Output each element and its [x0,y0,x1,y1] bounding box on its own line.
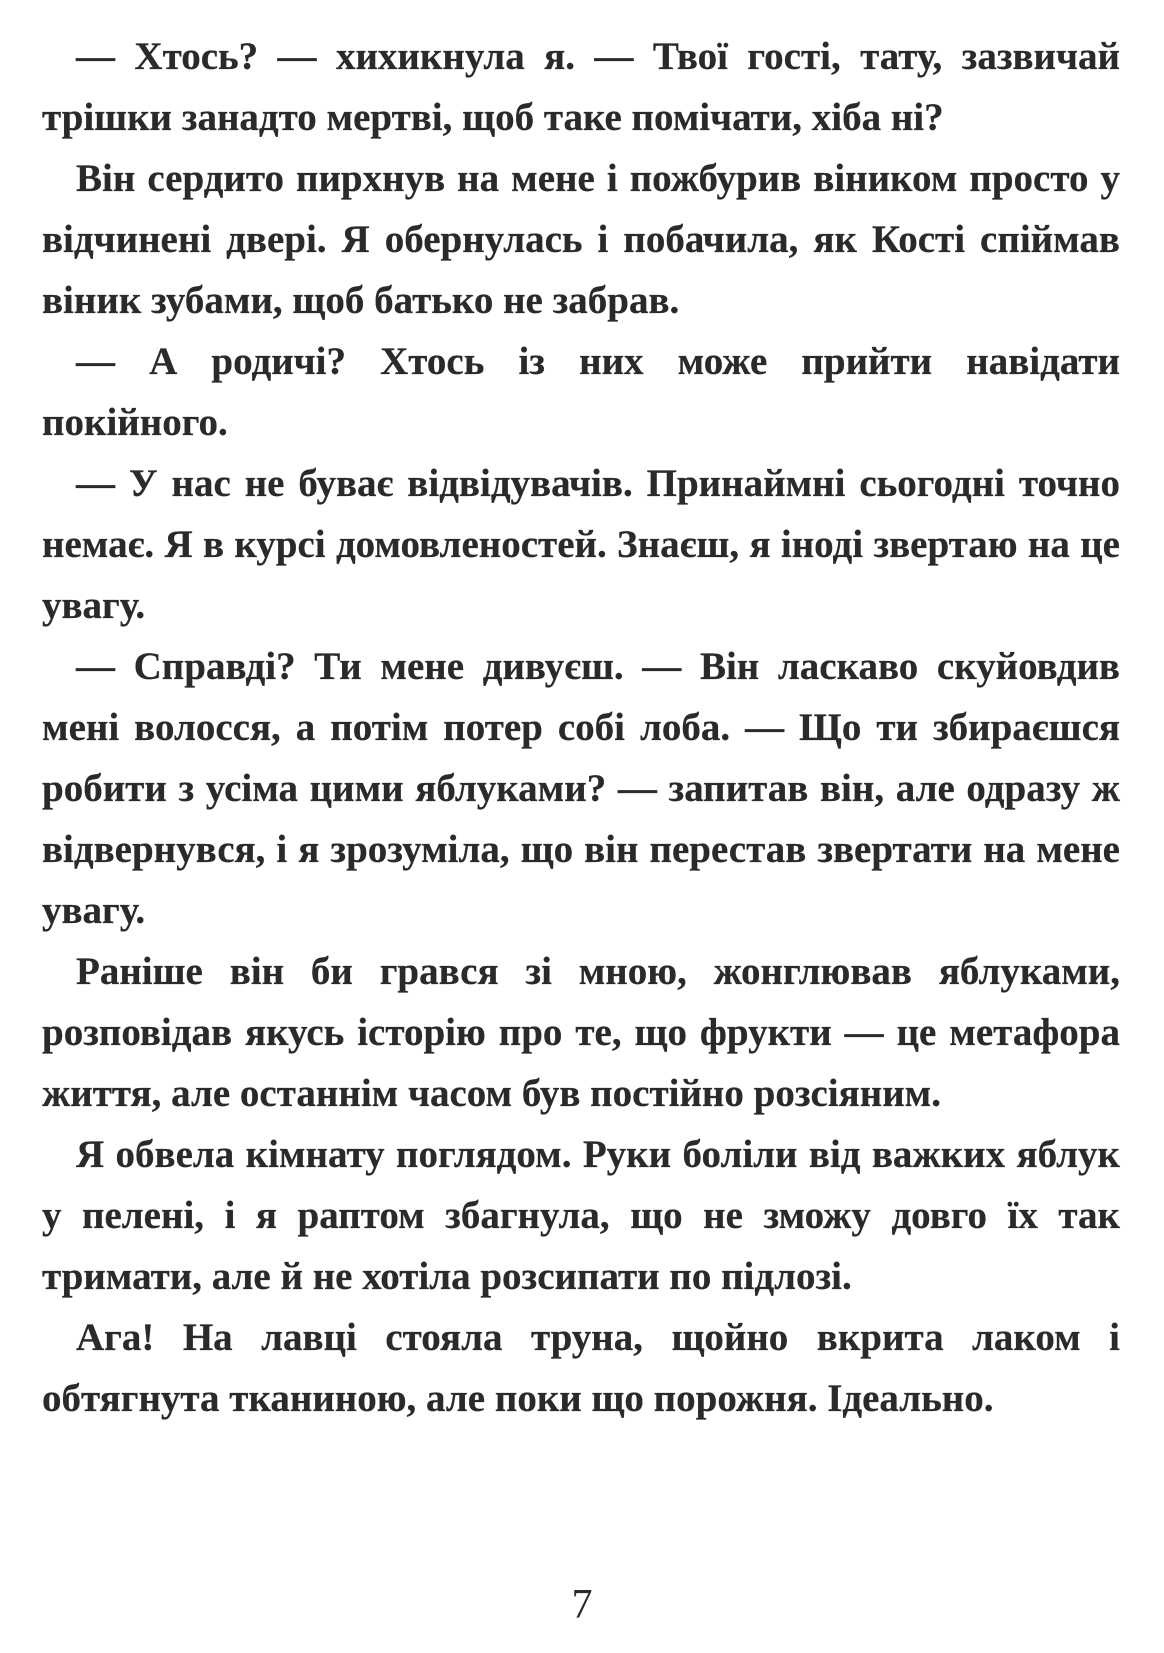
paragraph: Я обвела кімнату поглядом. Руки боліли від важких яблук у пелені, і я раптом збагнула, що не зможу довго їх так тримати, але й не хотіла розсипати по підлозі. [42,1133,1120,1298]
paragraph: — А родичі? Хтось із них може прийти навідати покійного. [42,340,1120,444]
paragraph: Раніше він би грався зі мною, жонглював яблуками, розповідав якусь історію про те, що фрукти — це метафора життя, але останнім часом був постійно розсіяним. [42,950,1120,1115]
body-text [42,26,1120,1429]
page-number: 7 [571,1582,593,1628]
paragraph: — У нас не буває відвідувачів. Принаймні сьогодні точно немає. Я в курсі домовленостей. Знаєш, я іноді звертаю на це увагу. [42,462,1120,627]
paragraph: — Хтось? — хихикнула я. — Твої гості, тату, зазвичай трішки занадто мертві, щоб таке помічати, хіба ні? [42,35,1120,139]
paragraph: — Справді? Ти мене дивуєш. — Він ласкаво скуйовдив мені волосся, а потім потер собі лоба. — Що ти збираєшся робити з усіма цими яблуками? — запитав він, але одразу ж відвернувся, і я зрозуміла, що він перестав звертати на мене увагу. [42,645,1120,932]
paragraph: Ага! На лавці стояла труна, щойно вкрита лаком і обтягнута тканиною, але поки що порожня. Ідеально. [42,1316,1120,1420]
paragraph: Він сердито пирхнув на мене і пожбурив віником просто у відчинені двері. Я обернулась і побачила, як Кості спіймав віник зубами, щоб батько не забрав. [42,157,1120,322]
